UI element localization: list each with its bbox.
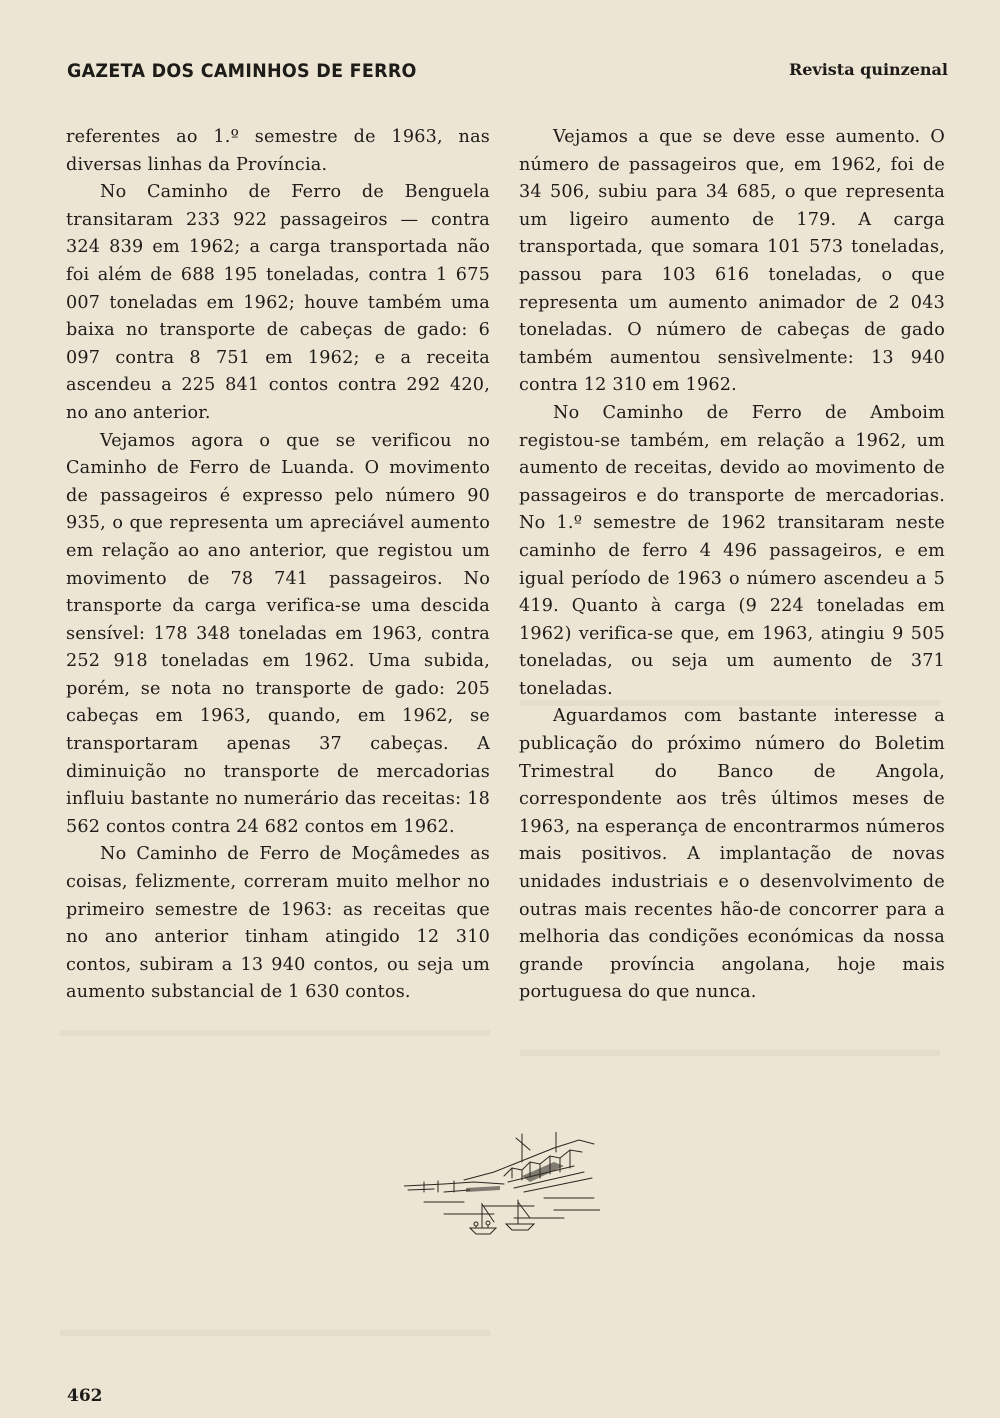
- paragraph-increase: Vejamos a que se deve esse aumento. O número de passageiros que, em 1962, foi de 34 506, subiu para 34 685, o que representa um ligeiro aumento de 179. A carga transportada, que somara 101 573 toneladas, passou para 103 616 toneladas, o que representa um aumento animador de 2 043 toneladas. O número de cabeças de gado também aumentou sensìvelmente: 13 940 contra 12 310 em 1962.: [519, 127, 945, 396]
- page-number: 462: [67, 1386, 103, 1406]
- paragraph-benguela: No Caminho de Ferro de Benguela transitaram 233 922 passageiros — contra 324 839 em 1962; a carga transportada não foi além de 688 195 toneladas, contra 1 675 007 toneladas em 1962; houve também uma baixa no transporte de cabeças de gado: 6 097 contra 8 751 em 1962; e a receita ascendeu a 225 841 contos contra 292 420, no ano anterior.: [66, 182, 490, 423]
- paragraph-conclusion: Aguardamos com bastante interesse a publicação do próximo número do Boletim Trimestral do Banco de Angola, correspondente aos três últimos meses de 1963, na esperança de encontrarmos números mais positivos. A implantação de novas unidades industriais e o desenvolvimento de outras mais recentes hão-de concorrer para a melhoria das condições económicas da nossa grande província angolana, hoje mais portuguesa do que nunca.: [519, 706, 945, 1003]
- journal-subtitle: Revista quinzenal: [788, 60, 948, 79]
- paragraph-amboim: No Caminho de Ferro de Amboim registou-se também, em relação a 1962, um aumento de receitas, devido ao movimento de passageiros e do transporte de mercadorias. No 1.º semestre de 1962 transitaram neste caminho de ferro 4 496 passageiros, e em igual período de 1963 o número ascendeu a 5 419. Quanto à carga (9 224 toneladas em 1962) verifica-se que, em 1963, atingiu 9 505 toneladas, ou seja um aumento de 371 toneladas.: [519, 402, 945, 699]
- page-header: [67, 60, 948, 90]
- paragraph-mocamedes: No Caminho de Ferro de Moçâmedes as coisas, felizmente, correram muito melhor no primeiro semestre de 1963: as receitas que no ano anterior tinham atingido 12 310 contos, subiram a 13 940 contos, ou seja um aumento substancial de 1 630 contos.: [66, 844, 490, 1003]
- right-column: [519, 124, 945, 1007]
- paragraph-luanda: Vejamos agora o que se verificou no Caminho de Ferro de Luanda. O movimento de passageiros é expresso pelo número 90 935, o que representa um apreciável aumento em relação ao ano anterior, que registou um movimento de 78 741 passageiros. No transporte da carga verifica-se uma descida sensível: 178 348 toneladas em 1963, contra 252 918 toneladas em 1962. Uma subida, porém, se nota no transporte de gado: 205 cabeças em 1963, quando, em 1962, se transportaram apenas 37 cabeças. A diminuição no transporte de mercadorias influiu bastante no numerário das receitas: 18 562 contos contra 24 682 contos em 1962.: [66, 430, 490, 837]
- journal-title: GAZETA DOS CAMINHOS DE FERRO: [67, 60, 417, 82]
- left-column: [66, 124, 490, 1007]
- paragraph-continued: referentes ao 1.º semestre de 1963, nas diversas linhas da Província.: [66, 127, 490, 175]
- harbor-boats-sketch-icon: [404, 1132, 600, 1242]
